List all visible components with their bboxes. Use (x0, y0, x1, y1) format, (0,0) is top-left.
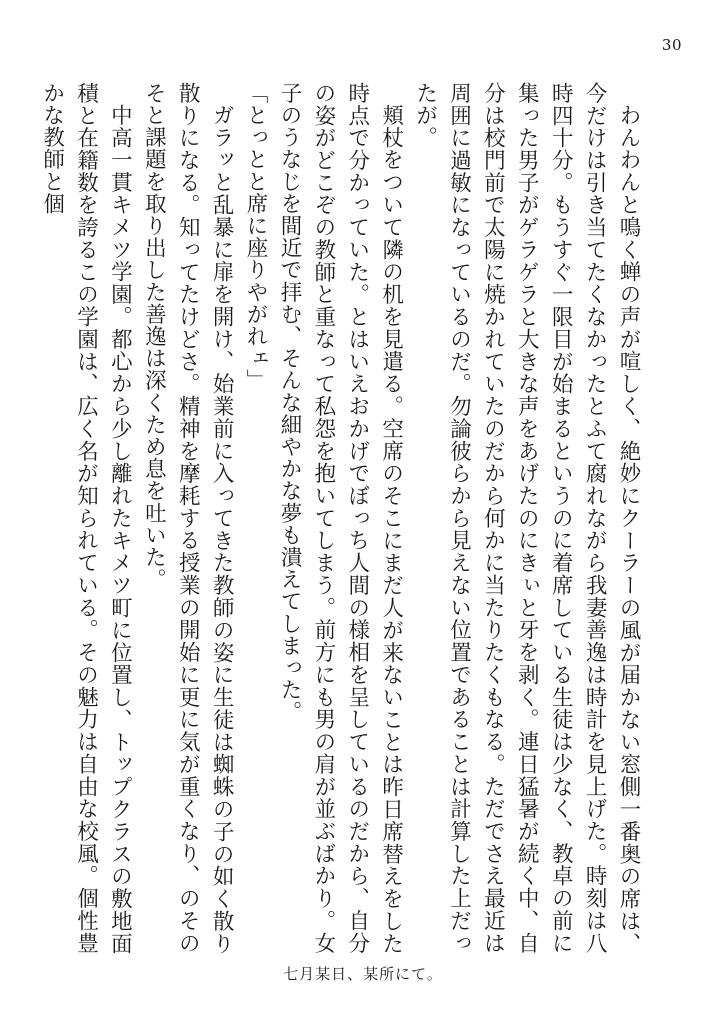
paragraph-4: ガラッと乱暴に扉を開け、始業前に入ってきた教師の姿に生徒は蜘蛛の子の如く散り散りになる。知ってたけどさ。精神を摩耗する授業の開始に更に気が重くなり、のそのそと課題を取り出した善逸は深くため息を吐いた。 (141, 82, 235, 954)
footer-caption: 七月某日、某所にて。 (283, 965, 443, 983)
paragraph-1: わんわんと鳴く蝉の声が喧しく、絶妙にクーラーの風が届かない窓側一番奥の席は、今だけは引き当てたくなかったとふて腐れながら我妻善逸は時計を見上げた。時刻は八時四十分。もうすぐ一限目が始まるというのに着席している生徒は少なく、教卓の前に集った男子がゲラゲラと大きな声をあげたのにきぃと牙を剥く。連日猛暑が続く中、自分は校門前で太陽に焼かれていたのだから何かに当たりたくもなる。ただでさえ最近は周囲に過敏になっているのだ。勿論彼らから見えない位置であることは計算した上だったが。 (412, 82, 641, 954)
page-number: 30 (661, 36, 682, 54)
paragraph-3-dialogue: 「とっとと席に座りやがれェ」 (243, 82, 269, 392)
body-text (39, 82, 645, 954)
paragraph-5: 中高一貫キメツ学園。都心から少し離れたキメツ町に位置し、トップクラスの敷地面積と在籍数を誇るこの学園は、広く名が知られている。その魅力は自由な校風。個性豊かな教師と個 (39, 82, 133, 954)
paragraph-2: 頬杖をついて隣の机を見遣る。空席のそこにまだ人が来ないことは昨日席替えをした時点で分かっていた。とはいえおかげでぼっち人間の様相を呈しているのだから、自分の姿がどこぞの教師と重なって私怨を抱いてしまう。前方にも男の肩が並ぶばかり。女子のうなじを間近で拝む、そんな細やかな夢も潰えてしまった。 (276, 82, 404, 954)
